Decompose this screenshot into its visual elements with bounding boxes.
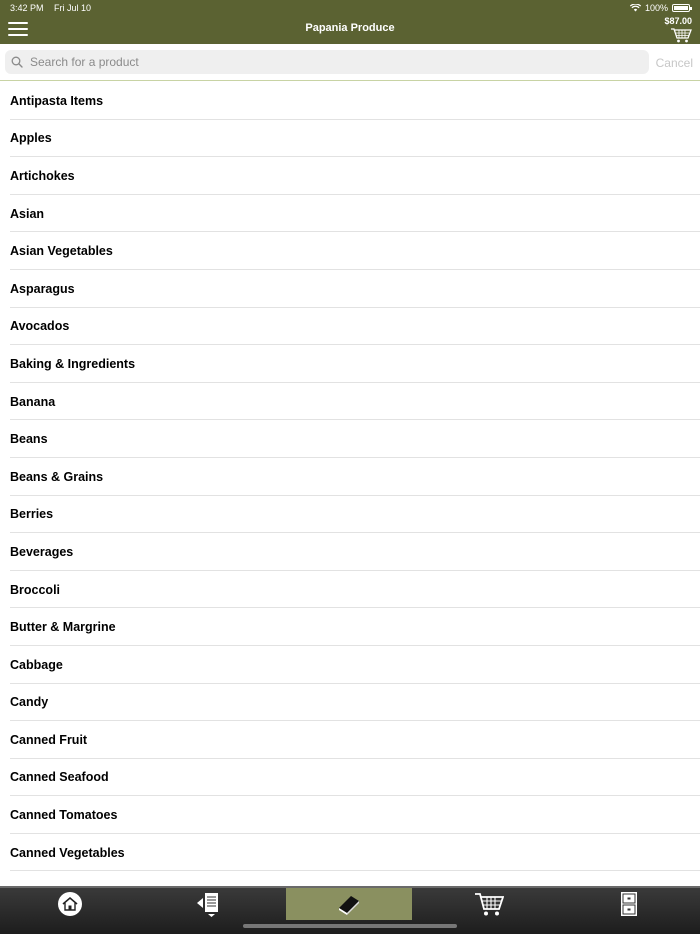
list-item-label: Candy [10, 695, 49, 710]
battery-percent: 100% [644, 3, 668, 13]
status-bar-right [630, 3, 690, 13]
list-item-label: Cabbage [10, 657, 63, 672]
list-item[interactable] [0, 796, 700, 834]
status-date: Fri Jul 10 [54, 3, 92, 13]
cart-icon [474, 891, 504, 917]
header-cart-button[interactable] [664, 16, 692, 43]
list-item[interactable] [0, 120, 700, 158]
list-item-label: Beverages [10, 544, 74, 559]
list-item-label: Canned Vegetables [10, 845, 125, 860]
list-item-label: Asian [10, 206, 45, 221]
list-item-label: Apples [10, 131, 52, 146]
cart-total: $87.00 [664, 16, 692, 26]
search-icon [11, 56, 23, 68]
list-item[interactable] [0, 157, 700, 195]
list-item[interactable] [0, 270, 700, 308]
list-item-label: Canned Tomatoes [10, 808, 118, 823]
page-title: Papania Produce [305, 22, 395, 34]
list-item[interactable] [0, 834, 700, 872]
order-history-icon [195, 891, 223, 917]
list-item[interactable] [0, 232, 700, 270]
hamburger-icon-line [8, 34, 28, 36]
cart-icon [670, 27, 692, 43]
tab-home[interactable] [7, 888, 133, 920]
list-item-label: Berries [10, 507, 54, 522]
catalog-book-icon [336, 893, 362, 915]
list-item[interactable] [0, 195, 700, 233]
home-indicator [243, 924, 457, 928]
list-item[interactable] [0, 759, 700, 797]
list-item[interactable] [0, 308, 700, 346]
list-item-label: Beans [10, 432, 48, 447]
home-icon [57, 891, 83, 917]
category-list [0, 82, 700, 884]
list-item[interactable] [0, 82, 700, 120]
list-item-label: Broccoli [10, 582, 61, 597]
status-bar-time [10, 3, 91, 13]
search-bar [0, 44, 700, 81]
list-item[interactable] [0, 608, 700, 646]
list-item-label: Beans & Grains [10, 469, 104, 484]
battery-icon [672, 4, 690, 12]
bottom-tab-bar [0, 886, 700, 934]
list-item-label: Artichokes [10, 168, 75, 183]
list-item[interactable] [0, 646, 700, 684]
app-header [0, 0, 700, 44]
cancel-button[interactable]: Cancel [655, 56, 693, 70]
locker-icon [619, 891, 639, 917]
list-item[interactable] [0, 383, 700, 421]
list-item-label: Canned Fruit [10, 732, 88, 747]
list-item[interactable] [0, 458, 700, 496]
tab-catalog[interactable] [286, 888, 412, 920]
list-item-label: Butter & Margrine [10, 620, 116, 635]
search-field[interactable] [5, 50, 649, 74]
list-item[interactable] [0, 533, 700, 571]
search-input[interactable] [28, 54, 632, 70]
list-item-label: Asparagus [10, 281, 75, 296]
list-item-label: Avocados [10, 319, 70, 334]
tab-locker[interactable] [566, 888, 692, 920]
list-item[interactable] [0, 721, 700, 759]
tab-order-history[interactable] [146, 888, 272, 920]
status-time: 3:42 PM [10, 3, 44, 13]
list-item[interactable] [0, 420, 700, 458]
wifi-icon [630, 4, 641, 12]
list-item-label: Antipasta Items [10, 93, 104, 108]
list-item-label: Asian Vegetables [10, 244, 113, 259]
tab-cart[interactable] [426, 888, 552, 920]
list-item[interactable] [0, 684, 700, 722]
list-item[interactable] [0, 345, 700, 383]
list-item-label: Banana [10, 394, 56, 409]
list-item[interactable] [0, 571, 700, 609]
list-item-label: Canned Seafood [10, 770, 109, 785]
list-item[interactable] [0, 496, 700, 534]
list-item-label: Baking & Ingredients [10, 356, 136, 371]
